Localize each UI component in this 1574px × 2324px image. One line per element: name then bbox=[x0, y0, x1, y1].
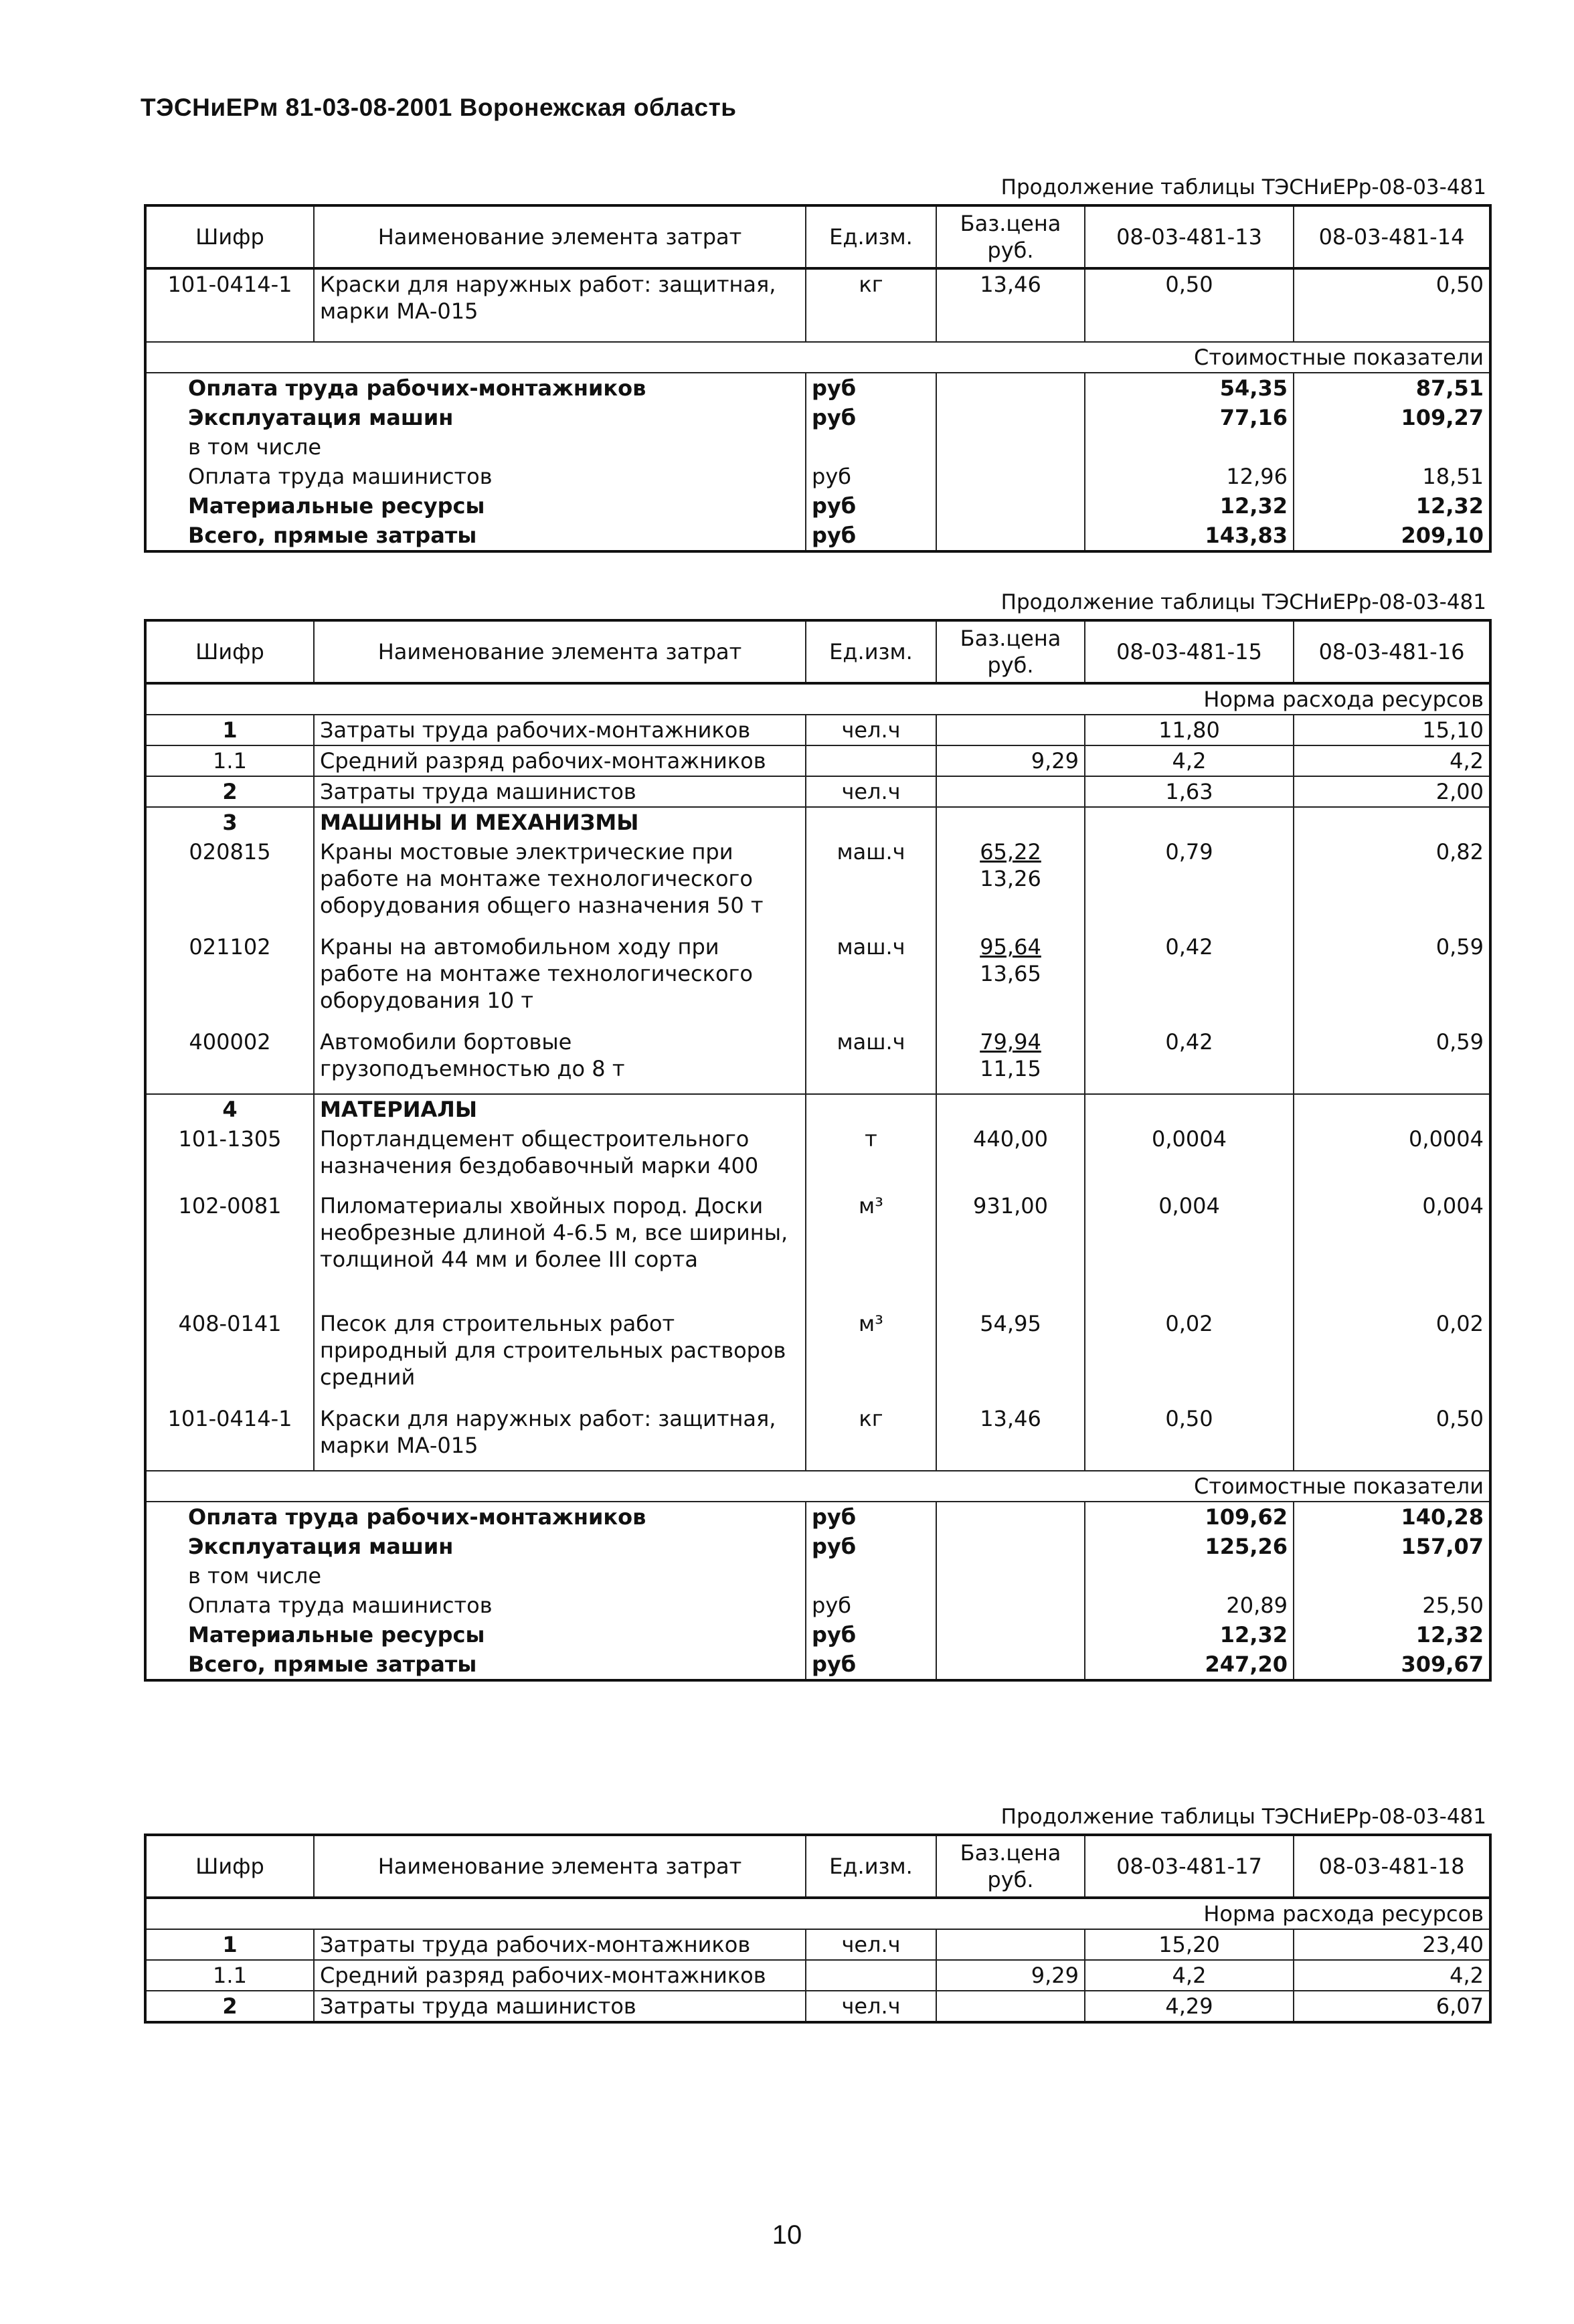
cell-unit: кг bbox=[806, 268, 936, 342]
table-row bbox=[145, 1094, 1490, 1124]
total-name: в том числе bbox=[145, 432, 806, 462]
totals-row bbox=[145, 521, 1490, 551]
document-title: ТЭСНиЕРм 81-03-08-2001 Воронежская область bbox=[141, 94, 737, 121]
cell-unit bbox=[806, 1094, 936, 1124]
cell-code: 1 bbox=[145, 715, 314, 745]
section-label-row bbox=[145, 1471, 1490, 1502]
cell-name: Затраты труда машинистов bbox=[314, 1991, 806, 2022]
cell-name: Краны мостовые электрические при работе на монтаже технологического оборудования общего назначения 50 т bbox=[314, 837, 806, 932]
total-v1: 77,16 bbox=[1085, 403, 1294, 432]
cell-price: 13,46 bbox=[936, 268, 1085, 342]
cell-v2: 4,2 bbox=[1294, 745, 1490, 776]
total-v2 bbox=[1294, 432, 1490, 462]
cell-unit: чел.ч bbox=[806, 715, 936, 745]
total-v1 bbox=[1085, 432, 1294, 462]
total-unit: руб bbox=[806, 1620, 936, 1649]
cell-code: 102-0081 bbox=[145, 1191, 314, 1309]
cell-price: 931,00 bbox=[936, 1191, 1085, 1309]
cell-code: 400002 bbox=[145, 1027, 314, 1094]
table-row bbox=[145, 745, 1490, 776]
total-v2: 309,67 bbox=[1294, 1649, 1490, 1680]
total-v2: 109,27 bbox=[1294, 403, 1490, 432]
cell-name: Краски для наружных работ: защитная, марки МА-015 bbox=[314, 268, 806, 342]
total-v1: 20,89 bbox=[1085, 1591, 1294, 1620]
col-header-unit: Ед.изм. bbox=[806, 205, 936, 268]
cell-price bbox=[936, 1991, 1085, 2022]
total-v2: 12,32 bbox=[1294, 1620, 1490, 1649]
total-unit: руб bbox=[806, 462, 936, 491]
col-header-price: Баз.цена руб. bbox=[936, 620, 1085, 683]
cell-v1: 0,0004 bbox=[1085, 1124, 1294, 1191]
cell-price bbox=[936, 715, 1085, 745]
total-price bbox=[936, 521, 1085, 551]
col-header-code: Шифр bbox=[145, 620, 314, 683]
total-v1: 143,83 bbox=[1085, 521, 1294, 551]
total-v2: 18,51 bbox=[1294, 462, 1490, 491]
col-header-unit: Ед.изм. bbox=[806, 1835, 936, 1898]
cell-price bbox=[936, 807, 1085, 837]
totals-row bbox=[145, 462, 1490, 491]
total-price bbox=[936, 462, 1085, 491]
col-header-name: Наименование элемента затрат bbox=[314, 205, 806, 268]
total-name: Оплата труда рабочих-монтажников bbox=[145, 373, 806, 403]
total-v2: 209,10 bbox=[1294, 521, 1490, 551]
totals-row bbox=[145, 403, 1490, 432]
total-name: Эксплуатация машин bbox=[145, 1532, 806, 1561]
total-unit: руб bbox=[806, 373, 936, 403]
cell-price bbox=[936, 1027, 1085, 1094]
table-header-row bbox=[145, 205, 1490, 268]
table-row bbox=[145, 1991, 1490, 2022]
norm-label: Норма расхода ресурсов bbox=[145, 683, 1490, 715]
cell-unit: кг bbox=[806, 1404, 936, 1471]
cell-name: Затраты труда рабочих-монтажников bbox=[314, 1929, 806, 1960]
cell-v1 bbox=[1085, 807, 1294, 837]
cell-unit: маш.ч bbox=[806, 1027, 936, 1094]
cell-unit: маш.ч bbox=[806, 932, 936, 1027]
cell-unit bbox=[806, 745, 936, 776]
col-header-price: Баз.цена руб. bbox=[936, 205, 1085, 268]
totals-row bbox=[145, 1532, 1490, 1561]
cell-price bbox=[936, 1929, 1085, 1960]
cell-v1: 1,63 bbox=[1085, 776, 1294, 807]
cell-v1: 0,02 bbox=[1085, 1309, 1294, 1404]
cell-name: Краны на автомобильном ходу при работе на монтаже технологического оборудования 10 т bbox=[314, 932, 806, 1027]
cell-v1: 0,004 bbox=[1085, 1191, 1294, 1309]
cell-price: 9,29 bbox=[936, 1960, 1085, 1991]
cell-code: 3 bbox=[145, 807, 314, 837]
cell-name: Средний разряд рабочих-монтажников bbox=[314, 1960, 806, 1991]
table-row bbox=[145, 1191, 1490, 1309]
total-v1: 109,62 bbox=[1085, 1502, 1294, 1532]
total-v1 bbox=[1085, 1561, 1294, 1591]
totals-row bbox=[145, 373, 1490, 403]
total-unit: руб bbox=[806, 521, 936, 551]
cell-price bbox=[936, 776, 1085, 807]
cell-name: Затраты труда машинистов bbox=[314, 776, 806, 807]
total-v2: 12,32 bbox=[1294, 491, 1490, 521]
cell-unit: м³ bbox=[806, 1309, 936, 1404]
price-wage: 11,15 bbox=[980, 1056, 1041, 1081]
table-caption: Продолжение таблицы ТЭСНиЕРр-08-03-481 bbox=[1000, 175, 1486, 199]
col-header-v1: 08-03-481-15 bbox=[1085, 620, 1294, 683]
total-name: Всего, прямые затраты bbox=[145, 521, 806, 551]
table-row bbox=[145, 1929, 1490, 1960]
table-2 bbox=[144, 619, 1492, 1682]
cell-price bbox=[936, 1094, 1085, 1124]
price-value: 79,94 bbox=[980, 1029, 1041, 1055]
table-row bbox=[145, 837, 1490, 932]
table-3-block bbox=[144, 1800, 1489, 2024]
total-v2: 140,28 bbox=[1294, 1502, 1490, 1532]
cell-unit: т bbox=[806, 1124, 936, 1191]
col-header-v2: 08-03-481-18 bbox=[1294, 1835, 1490, 1898]
cell-price: 9,29 bbox=[936, 745, 1085, 776]
table-header-row bbox=[145, 1835, 1490, 1898]
cell-code: 101-1305 bbox=[145, 1124, 314, 1191]
cell-v2: 0,50 bbox=[1294, 268, 1490, 342]
price-value: 95,64 bbox=[980, 934, 1041, 960]
cell-unit: м³ bbox=[806, 1191, 936, 1309]
page-number: 10 bbox=[772, 2220, 802, 2250]
totals-row bbox=[145, 1502, 1490, 1532]
total-v1: 247,20 bbox=[1085, 1649, 1294, 1680]
totals-row bbox=[145, 1591, 1490, 1620]
section-label: Стоимостные показатели bbox=[145, 1471, 1490, 1502]
total-unit: руб bbox=[806, 1649, 936, 1680]
totals-row bbox=[145, 491, 1490, 521]
table-row bbox=[145, 715, 1490, 745]
table-row bbox=[145, 1404, 1490, 1471]
cell-v1: 11,80 bbox=[1085, 715, 1294, 745]
cell-code: 021102 bbox=[145, 932, 314, 1027]
col-header-code: Шифр bbox=[145, 1835, 314, 1898]
cell-price bbox=[936, 837, 1085, 932]
total-name: Оплата труда машинистов bbox=[145, 1591, 806, 1620]
table-1-block bbox=[144, 171, 1489, 553]
cell-v1 bbox=[1085, 1094, 1294, 1124]
cell-name: Краски для наружных работ: защитная, марки МА-015 bbox=[314, 1404, 806, 1471]
table-row bbox=[145, 1309, 1490, 1404]
total-unit: руб bbox=[806, 1591, 936, 1620]
cell-unit: чел.ч bbox=[806, 1991, 936, 2022]
total-unit bbox=[806, 432, 936, 462]
table-row bbox=[145, 932, 1490, 1027]
totals-row bbox=[145, 1649, 1490, 1680]
cell-v2: 0,82 bbox=[1294, 837, 1490, 932]
cell-v2: 23,40 bbox=[1294, 1929, 1490, 1960]
total-name: Материальные ресурсы bbox=[145, 1620, 806, 1649]
cell-v2 bbox=[1294, 1094, 1490, 1124]
table-row bbox=[145, 1027, 1490, 1094]
cell-v2: 0,50 bbox=[1294, 1404, 1490, 1471]
price-wage: 13,26 bbox=[980, 866, 1041, 891]
total-unit bbox=[806, 1561, 936, 1591]
total-price bbox=[936, 1561, 1085, 1591]
cell-name: МАШИНЫ И МЕХАНИЗМЫ bbox=[314, 807, 806, 837]
cell-code: 408-0141 bbox=[145, 1309, 314, 1404]
total-name: Оплата труда рабочих-монтажников bbox=[145, 1502, 806, 1532]
cell-name: Автомобили бортовые грузоподъемностью до 8 т bbox=[314, 1027, 806, 1094]
table-row bbox=[145, 807, 1490, 837]
col-header-v1: 08-03-481-13 bbox=[1085, 205, 1294, 268]
cell-v2: 0,0004 bbox=[1294, 1124, 1490, 1191]
total-v1: 12,32 bbox=[1085, 491, 1294, 521]
cell-v1: 4,2 bbox=[1085, 1960, 1294, 1991]
cell-name: Пиломатериалы хвойных пород. Доски необрезные длиной 4-6.5 м, все ширины, толщиной 44 мм и более III сорта bbox=[314, 1191, 806, 1309]
cell-code: 101-0414-1 bbox=[145, 268, 314, 342]
total-price bbox=[936, 1591, 1085, 1620]
norm-label: Норма расхода ресурсов bbox=[145, 1898, 1490, 1929]
cell-code: 1 bbox=[145, 1929, 314, 1960]
col-header-name: Наименование элемента затрат bbox=[314, 620, 806, 683]
col-header-v2: 08-03-481-16 bbox=[1294, 620, 1490, 683]
cell-v2: 0,59 bbox=[1294, 1027, 1490, 1094]
total-price bbox=[936, 373, 1085, 403]
table-caption: Продолжение таблицы ТЭСНиЕРр-08-03-481 bbox=[1000, 1805, 1486, 1829]
table-1 bbox=[144, 204, 1492, 553]
cell-v1: 4,2 bbox=[1085, 745, 1294, 776]
cell-price: 440,00 bbox=[936, 1124, 1085, 1191]
total-v1: 125,26 bbox=[1085, 1532, 1294, 1561]
cell-unit bbox=[806, 1960, 936, 1991]
cell-unit bbox=[806, 807, 936, 837]
table-row bbox=[145, 268, 1490, 342]
total-unit: руб bbox=[806, 1502, 936, 1532]
cell-v2 bbox=[1294, 807, 1490, 837]
cell-price: 54,95 bbox=[936, 1309, 1085, 1404]
col-header-v2: 08-03-481-14 bbox=[1294, 205, 1490, 268]
cell-name: Средний разряд рабочих-монтажников bbox=[314, 745, 806, 776]
cell-name: Затраты труда рабочих-монтажников bbox=[314, 715, 806, 745]
total-unit: руб bbox=[806, 403, 936, 432]
total-price bbox=[936, 491, 1085, 521]
col-header-price: Баз.цена руб. bbox=[936, 1835, 1085, 1898]
table-row bbox=[145, 1124, 1490, 1191]
cell-code: 1.1 bbox=[145, 1960, 314, 1991]
cell-name: Портландцемент общестроительного назначения бездобавочный марки 400 bbox=[314, 1124, 806, 1191]
total-price bbox=[936, 1620, 1085, 1649]
total-name: Оплата труда машинистов bbox=[145, 462, 806, 491]
section-label: Стоимостные показатели bbox=[145, 342, 1490, 373]
total-v2 bbox=[1294, 1561, 1490, 1591]
cell-code: 2 bbox=[145, 1991, 314, 2022]
total-v1: 12,32 bbox=[1085, 1620, 1294, 1649]
cell-v1: 0,42 bbox=[1085, 1027, 1294, 1094]
total-name: Эксплуатация машин bbox=[145, 403, 806, 432]
cell-code: 020815 bbox=[145, 837, 314, 932]
table-row bbox=[145, 1960, 1490, 1991]
cell-v2: 6,07 bbox=[1294, 1991, 1490, 2022]
cell-code: 1.1 bbox=[145, 745, 314, 776]
cell-v2: 15,10 bbox=[1294, 715, 1490, 745]
total-v1: 54,35 bbox=[1085, 373, 1294, 403]
cell-unit: чел.ч bbox=[806, 1929, 936, 1960]
total-v1: 12,96 bbox=[1085, 462, 1294, 491]
cell-v2: 2,00 bbox=[1294, 776, 1490, 807]
cell-v2: 0,59 bbox=[1294, 932, 1490, 1027]
cell-unit: маш.ч bbox=[806, 837, 936, 932]
cell-name: Песок для строительных работ природный для строительных растворов средний bbox=[314, 1309, 806, 1404]
total-v2: 157,07 bbox=[1294, 1532, 1490, 1561]
cell-v2: 0,02 bbox=[1294, 1309, 1490, 1404]
total-unit: руб bbox=[806, 1532, 936, 1561]
price-value: 65,22 bbox=[980, 839, 1041, 865]
cell-v1: 0,79 bbox=[1085, 837, 1294, 932]
cell-name: МАТЕРИАЛЫ bbox=[314, 1094, 806, 1124]
col-header-code: Шифр bbox=[145, 205, 314, 268]
cell-price: 13,46 bbox=[936, 1404, 1085, 1471]
cell-v1: 15,20 bbox=[1085, 1929, 1294, 1960]
cell-code: 101-0414-1 bbox=[145, 1404, 314, 1471]
total-price bbox=[936, 1502, 1085, 1532]
table-2-block bbox=[144, 586, 1489, 1682]
cell-price bbox=[936, 932, 1085, 1027]
cell-v2: 0,004 bbox=[1294, 1191, 1490, 1309]
cell-v1: 0,42 bbox=[1085, 932, 1294, 1027]
norm-label-row bbox=[145, 683, 1490, 715]
table-header-row bbox=[145, 620, 1490, 683]
total-price bbox=[936, 1532, 1085, 1561]
total-price bbox=[936, 1649, 1085, 1680]
totals-row bbox=[145, 432, 1490, 462]
cell-v2: 4,2 bbox=[1294, 1960, 1490, 1991]
totals-row bbox=[145, 1620, 1490, 1649]
total-unit: руб bbox=[806, 491, 936, 521]
totals-row bbox=[145, 1561, 1490, 1591]
total-v2: 25,50 bbox=[1294, 1591, 1490, 1620]
total-v2: 87,51 bbox=[1294, 373, 1490, 403]
table-caption: Продолжение таблицы ТЭСНиЕРр-08-03-481 bbox=[1000, 590, 1486, 614]
total-name: в том числе bbox=[145, 1561, 806, 1591]
total-price bbox=[936, 432, 1085, 462]
cell-v1: 0,50 bbox=[1085, 1404, 1294, 1471]
cell-v1: 4,29 bbox=[1085, 1991, 1294, 2022]
total-name: Всего, прямые затраты bbox=[145, 1649, 806, 1680]
section-label-row bbox=[145, 342, 1490, 373]
norm-label-row bbox=[145, 1898, 1490, 1929]
price-wage: 13,65 bbox=[980, 961, 1041, 986]
total-name: Материальные ресурсы bbox=[145, 491, 806, 521]
col-header-name: Наименование элемента затрат bbox=[314, 1835, 806, 1898]
cell-code: 2 bbox=[145, 776, 314, 807]
table-row bbox=[145, 776, 1490, 807]
col-header-v1: 08-03-481-17 bbox=[1085, 1835, 1294, 1898]
cell-code: 4 bbox=[145, 1094, 314, 1124]
col-header-unit: Ед.изм. bbox=[806, 620, 936, 683]
cell-v1: 0,50 bbox=[1085, 268, 1294, 342]
total-price bbox=[936, 403, 1085, 432]
table-3 bbox=[144, 1834, 1492, 2024]
cell-unit: чел.ч bbox=[806, 776, 936, 807]
